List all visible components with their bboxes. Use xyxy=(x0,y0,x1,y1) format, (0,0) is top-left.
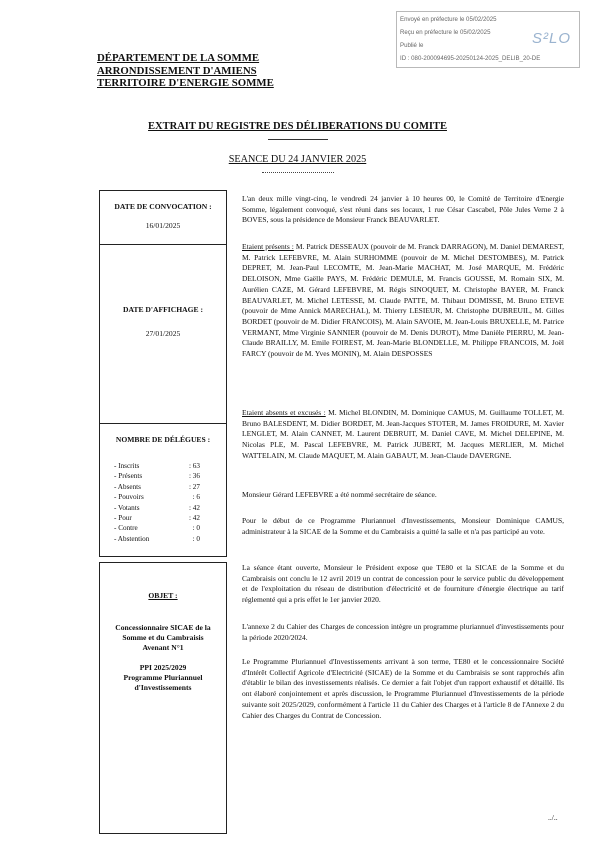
territoire-name: TERRITOIRE D'ENERGIE SOMME xyxy=(97,77,274,89)
seance-paragraph: La séance étant ouverte, Monsieur le Président expose que TE80 et la SICAE de la Somme et du Cambraisis ont conclu le 12 avril 2019 un contrat de concession pour le service public du développement et de l'exploitation du réseau de distribution d'électricité et de fourniture d'énergie électrique au tarif réglementé qui a pris effet le 1er janvier 2020. xyxy=(242,563,564,605)
camus-paragraph: Pour le début de ce Programme Pluriannuel d'Investissements, Monsieur Dominique CAMUS, administrateur à la SICAE de la Somme et du Cambraisis a quitté la salle et n'a pas participé au vote. xyxy=(242,516,564,536)
delegues-row: - Pour : 42 xyxy=(114,514,200,523)
delegues-row: - Inscrits : 63 xyxy=(114,462,200,470)
arrondissement-name: ARRONDISSEMENT D'AMIENS xyxy=(97,64,257,77)
objet-line: Avenant N°1 xyxy=(142,643,184,652)
presents-list: M. Patrick DESSEAUX (pouvoir de M. Franck DARRAGON), M. Daniel DEMAREST, M. Patrick LEFEBVRE, M. Alain SURHOMME (pouvoir de M. Michel DESTOMBES), M. Patrick DEPRET, M. Jean-Paul LECOMTE, M. Jean-Marie MACHAT, M. José MARQUE, M. Frédéric DELOISON, Mme Gaëlle PAYS, M. Frédéric DEMULE, M. Francis GOUSSE, M. Romain SIX, M. Aurélien CAZE, M. Gérard LEFEBVRE, M. Régis SINOQUET, M. Christophe BAYER, M. Franck BEAUVARLET, M. Michel LETESSE, M. Claude PATTE, M. Thibaut DOMISSE, M. Bruno ETEVE (pouvoir de Mme Annick MARECHAL), M. Thierry LESIEUR, M. Christophe DUBREUIL, M. Gilles BORDET (pouvoir de M. Didier FRANCOIS), M. Alain SAVOIE, M. Jean-Louis BRUXELLE, M. Patrice VERMANT, Mme Virginie SANNIER (pouvoir de M. Denis DUROT), Mme Danièle PIERRU, M. Jean-Claude BRAILLY, M. Emile FOIREST, M. Jean-Marie BLONDELLE, M. Philippe FRANCOIS, M. Joël FARCY (pouvoir de M. Yves MONIN), M. Alain DESPOSSES xyxy=(242,242,564,359)
delegues-row: - Présents : 36 xyxy=(114,472,200,481)
title-divider xyxy=(268,139,328,140)
objet-line: Programme Pluriannuel xyxy=(123,673,203,682)
absents-label: Etaient absents et excusés : xyxy=(242,408,326,417)
affichage-date: 27/01/2025 xyxy=(145,329,181,338)
presents-paragraph xyxy=(242,242,564,360)
convocation-label: DATE DE CONVOCATION : xyxy=(114,202,212,211)
secretary-paragraph: Monsieur Gérard LEFEBVRE a été nommé secrétaire de séance. xyxy=(242,490,437,499)
department-name: DÉPARTEMENT DE LA SOMME xyxy=(97,52,260,64)
stamp-sent-line: Envoyé en préfecture le 05/02/2025 xyxy=(400,16,497,23)
document-title: EXTRAIT DU REGISTRE DES DÉLIBERATIONS DU COMITE xyxy=(148,121,447,132)
intro-paragraph: L'an deux mille vingt-cinq, le vendredi 24 janvier à 10 heures 00, le Comité de Territoire d'Energie Somme, légalement convoqué, s'est réuni dans ses locaux, 1 rue César Cascabel, Pôle Jules Verne 2 à BOVES, sous la présidence de Monsieur Franck BEAUVARLET. xyxy=(242,194,564,225)
delegues-list xyxy=(114,461,200,544)
delegues-row: - Votants : 42 xyxy=(114,503,200,512)
absents-paragraph xyxy=(242,408,564,462)
convocation-date: 16/01/2025 xyxy=(145,221,181,230)
programme-paragraph: Le Programme Pluriannuel d'Investissements arrivant à son terme, TE80 et le concessionnaire Société d'Intérêt Collectif Agricole d'Electricité (SICAE) de la Somme et du Cambraisis se sont rapprochés afin d'établir le bilan des investissements réalisés. Ce dernier a fait l'objet d'un rapport exhaustif et détaillé. Ils ont élaboré conjointement et après discussion, le Programme Pluriannuel d'Investissements de la période suivante soit 2025/2029, conformément à l'article 11 du Cahier des Charges et à l'article 8 de l'Annexe 2 du Cahier des Charges du Contrat de Concession. xyxy=(242,657,564,720)
stamp-received-line: Reçu en préfecture le 05/02/2025 xyxy=(400,29,491,36)
delegues-row: - Abstention : 0 xyxy=(114,534,200,543)
s2lo-logo: S²LO xyxy=(531,30,571,47)
objet-line: Somme et du Cambraisis xyxy=(122,633,204,642)
meeting-info-box xyxy=(99,190,227,557)
affichage-label: DATE D'AFFICHAGE : xyxy=(122,305,204,314)
delegues-row: - Pouvoirs : 6 xyxy=(114,493,200,502)
delegues-row: - Absents : 27 xyxy=(114,482,200,491)
header-block xyxy=(97,52,274,90)
absents-list: M. Michel BLONDIN, M. Dominique CAMUS, M. Guillaume TOLLET, M. Bruno BALESDENT, M. Didier BORDET, M. Jean-Jacques STOTER, M. James FROIDURE, M. Xavier LENGLET, M. Alain CANNET, M. Laurent DEBRUIT, M. Daniel CAVE, M. Michel DELEPINE, M. Nicolas PLE, M. Pascal LEFEBVRE, M. Patrick JUBERT, M. Jacques MERLIER, M. Michel WATTELAIN, M. Claude MAQUET, M. Alain GABAUT, M. Jean-Claude DAVERGNE. xyxy=(242,408,565,460)
presents-label: Etaient présents : xyxy=(242,242,294,251)
session-date: SEANCE DU 24 JANVIER 2025 xyxy=(228,154,367,165)
delegues-label: NOMBRE DE DÉLÉGUES : xyxy=(115,435,211,444)
delegues-row: - Contre : 0 xyxy=(114,524,200,533)
annexe-paragraph: L'annexe 2 du Cahier des Charges de concession intègre un programme pluriannuel d'investissements pour la période 2020/2024. xyxy=(242,622,564,642)
objet-line: Concessionnaire SICAE de la xyxy=(115,623,211,632)
objet-line: PPI 2025/2029 xyxy=(139,663,187,672)
session-divider xyxy=(262,172,334,173)
stamp-id-line: ID : 080-200094695-20250124-2025_DELIB_20-DE xyxy=(400,55,541,62)
stamp-published-line: Publié le xyxy=(400,42,424,49)
box-divider xyxy=(100,244,226,245)
objet-label: OBJET : xyxy=(148,591,178,600)
page-continuation: ../.. xyxy=(548,813,558,822)
box-divider xyxy=(100,423,226,424)
objet-box xyxy=(99,562,227,834)
prefecture-stamp xyxy=(396,11,580,68)
objet-line: d'Investissements xyxy=(134,683,192,692)
